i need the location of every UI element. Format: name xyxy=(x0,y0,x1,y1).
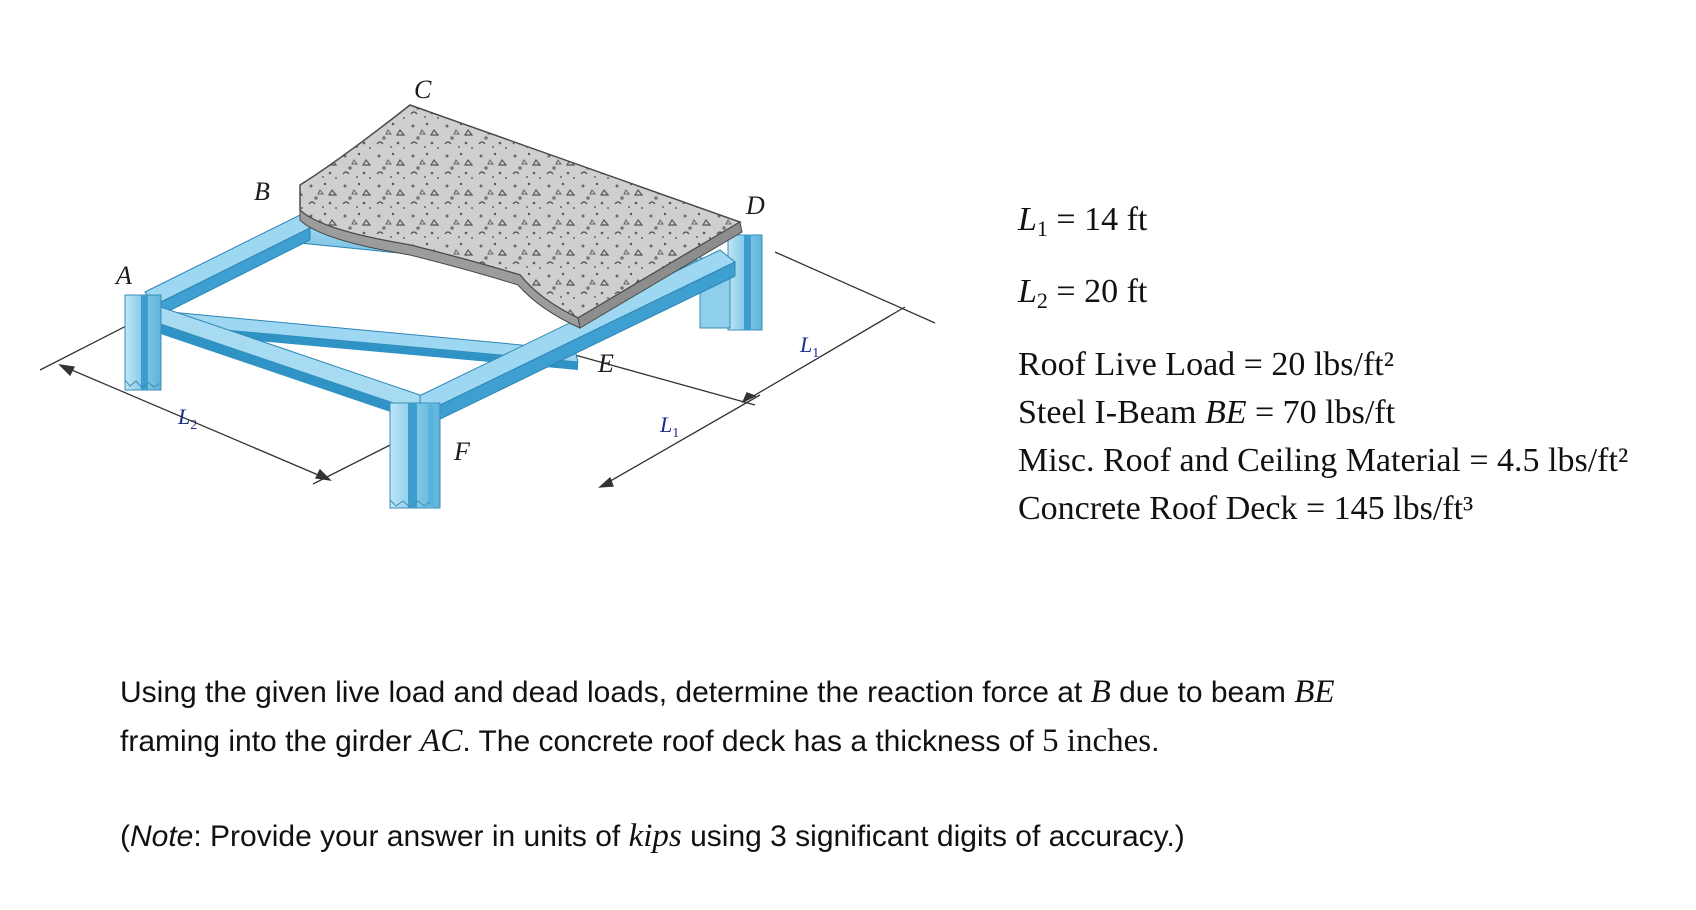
given-l1-sub: 1 xyxy=(1036,216,1048,241)
dimension-label-l1-front-base: L xyxy=(660,412,673,437)
given-l1 xyxy=(1018,196,1628,253)
problem-girder-ac: AC xyxy=(420,723,463,759)
point-label-a: A xyxy=(116,261,132,290)
dimension-label-l2-sub: 2 xyxy=(190,418,198,433)
column-f xyxy=(390,403,440,508)
concrete-deck-label: Concrete Roof Deck xyxy=(1018,490,1298,527)
given-steel-beam xyxy=(1018,389,1628,437)
l1-arrow-front xyxy=(600,478,613,487)
given-l2-value: = 20 ft xyxy=(1056,273,1148,310)
dimension-label-l1-front xyxy=(659,412,679,441)
concrete-deck-value: = 145 lbs/ft³ xyxy=(1305,490,1474,527)
roof-live-load-label: Roof Live Load xyxy=(1018,346,1236,383)
given-concrete-deck xyxy=(1018,485,1628,533)
note-text xyxy=(120,812,1680,861)
problem-point-b: B xyxy=(1090,674,1111,710)
l1-right-extension xyxy=(775,252,935,323)
given-l2 xyxy=(1018,268,1628,325)
problem-part3: framing into the girder xyxy=(120,725,421,758)
given-values xyxy=(1018,196,1628,533)
note-unit: kips xyxy=(628,818,682,854)
problem-thickness: 5 inches xyxy=(1042,723,1152,759)
point-label-f: F xyxy=(454,437,470,466)
l1-front-dimension-line xyxy=(600,395,760,487)
column-a xyxy=(125,295,161,390)
problem-part4: . The concrete roof deck has a thickness of xyxy=(462,725,1043,758)
steel-beam-name: BE xyxy=(1204,394,1247,431)
point-label-e: E xyxy=(598,349,614,378)
point-label-b: B xyxy=(254,177,270,206)
dimension-label-l1-right xyxy=(799,332,819,361)
problem-text xyxy=(120,668,1680,766)
problem-statement xyxy=(120,668,1680,861)
given-l1-symbol: L xyxy=(1018,201,1037,238)
misc-material-label: Misc. Roof and Ceiling Material xyxy=(1018,442,1461,479)
point-label-d: D xyxy=(746,191,765,220)
structural-frame-diagram xyxy=(0,0,940,560)
l2-extension-left xyxy=(40,323,132,370)
dimension-label-l1-right-sub: 1 xyxy=(812,346,820,361)
given-misc-material xyxy=(1018,437,1628,485)
dimension-label-l1-right-base: L xyxy=(800,332,813,357)
given-l2-sub: 2 xyxy=(1036,288,1048,313)
l1-right-dimension-line xyxy=(745,307,905,401)
given-roof-live-load xyxy=(1018,341,1628,389)
given-l1-value: = 14 ft xyxy=(1056,201,1148,238)
problem-part5: . xyxy=(1151,725,1160,758)
l2-arrow-b xyxy=(316,470,330,480)
note-open: ( xyxy=(120,820,130,853)
note-word: Note xyxy=(130,820,194,853)
steel-beam-label: Steel I-Beam xyxy=(1018,394,1197,431)
girder-ac xyxy=(145,215,310,318)
point-label-c: C xyxy=(414,75,432,104)
misc-material-value: = 4.5 lbs/ft² xyxy=(1469,442,1629,479)
note-part1: : Provide your answer in units of xyxy=(193,820,629,853)
problem-part1: Using the given live load and dead loads, determine the reaction force at xyxy=(120,676,1091,709)
dimension-label-l2 xyxy=(177,404,197,433)
steel-beam-value: = 70 lbs/ft xyxy=(1254,394,1396,431)
dimension-label-l1-front-sub: 1 xyxy=(672,426,680,441)
dimension-label-l2-base: L xyxy=(178,404,191,429)
roof-live-load-value: = 20 lbs/ft² xyxy=(1243,346,1394,383)
l2-arrow-a xyxy=(60,365,74,375)
problem-part2: due to beam xyxy=(1110,676,1295,709)
problem-beam-be: BE xyxy=(1294,674,1335,710)
given-l2-symbol: L xyxy=(1018,273,1037,310)
note-part2: using 3 significant digits of accuracy.) xyxy=(681,820,1185,853)
